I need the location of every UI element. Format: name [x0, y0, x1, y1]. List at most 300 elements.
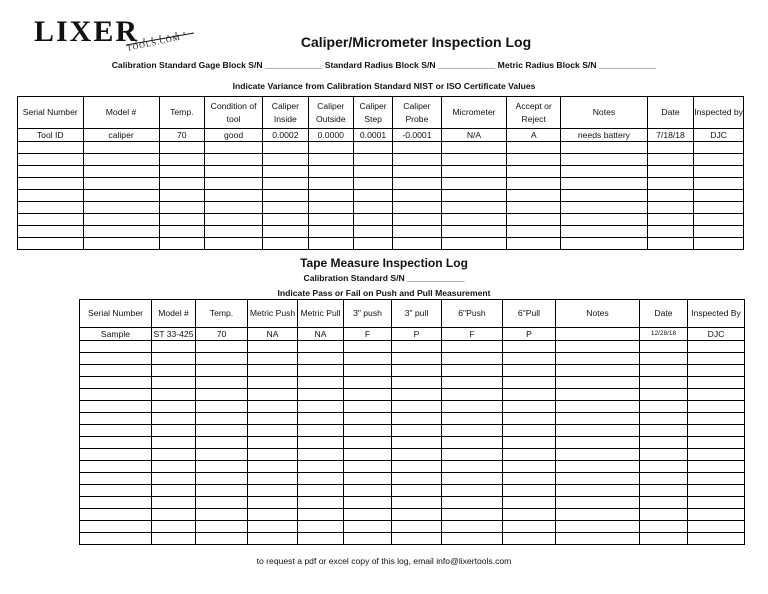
table-cell[interactable]: [152, 413, 196, 425]
table-cell[interactable]: [640, 413, 688, 425]
table-cell[interactable]: [640, 521, 688, 533]
table-cell[interactable]: [152, 401, 196, 413]
table-cell[interactable]: [83, 190, 159, 202]
table-cell[interactable]: [248, 341, 298, 353]
table-cell[interactable]: [83, 178, 159, 190]
table-cell[interactable]: [205, 226, 263, 238]
table-cell[interactable]: [556, 473, 640, 485]
table-cell[interactable]: [688, 401, 745, 413]
table-cell[interactable]: [442, 425, 503, 437]
table-cell[interactable]: [392, 353, 442, 365]
table-cell[interactable]: [152, 533, 196, 545]
table-cell[interactable]: [152, 485, 196, 497]
table-cell[interactable]: [344, 377, 392, 389]
table-cell[interactable]: [442, 413, 503, 425]
table-cell[interactable]: [344, 533, 392, 545]
table-cell[interactable]: [152, 449, 196, 461]
table-cell[interactable]: [694, 238, 744, 250]
table-cell[interactable]: [393, 142, 442, 154]
table-cell[interactable]: A: [507, 129, 561, 142]
table-cell[interactable]: [556, 413, 640, 425]
table-cell[interactable]: [392, 473, 442, 485]
table-cell[interactable]: [298, 485, 344, 497]
table-cell[interactable]: [248, 401, 298, 413]
table-cell[interactable]: [507, 178, 561, 190]
table-cell[interactable]: [80, 485, 152, 497]
table-cell[interactable]: [354, 202, 393, 214]
table-cell[interactable]: [298, 449, 344, 461]
table-cell[interactable]: [507, 142, 561, 154]
table-cell[interactable]: [354, 226, 393, 238]
table-cell[interactable]: [152, 461, 196, 473]
table-cell[interactable]: [354, 166, 393, 178]
table-cell[interactable]: Sample: [80, 328, 152, 341]
table-cell[interactable]: [647, 214, 693, 226]
table-cell[interactable]: [503, 485, 556, 497]
table-cell[interactable]: 7/18/18: [647, 129, 693, 142]
table-cell[interactable]: [694, 178, 744, 190]
table-cell[interactable]: [298, 425, 344, 437]
table-cell[interactable]: [159, 154, 204, 166]
table-cell[interactable]: [159, 238, 204, 250]
table-cell[interactable]: [556, 401, 640, 413]
table-cell[interactable]: [308, 226, 353, 238]
table-cell[interactable]: [442, 509, 503, 521]
table-cell[interactable]: [640, 389, 688, 401]
table-cell[interactable]: [80, 353, 152, 365]
table-cell[interactable]: [152, 437, 196, 449]
table-cell[interactable]: [159, 202, 204, 214]
table-cell[interactable]: [263, 214, 308, 226]
table-cell[interactable]: [308, 178, 353, 190]
table-cell[interactable]: [688, 521, 745, 533]
table-cell[interactable]: [196, 437, 248, 449]
table-cell[interactable]: [298, 461, 344, 473]
table-cell[interactable]: [503, 473, 556, 485]
table-cell[interactable]: [442, 497, 503, 509]
table-cell[interactable]: [80, 401, 152, 413]
table-cell[interactable]: [556, 485, 640, 497]
table-cell[interactable]: [441, 202, 507, 214]
table-cell[interactable]: [561, 154, 648, 166]
table-cell[interactable]: [18, 178, 84, 190]
table-cell[interactable]: [248, 497, 298, 509]
table-cell[interactable]: [205, 202, 263, 214]
table-cell[interactable]: [688, 437, 745, 449]
table-cell[interactable]: [503, 353, 556, 365]
table-cell[interactable]: [80, 533, 152, 545]
table-cell[interactable]: [556, 389, 640, 401]
table-cell[interactable]: [694, 142, 744, 154]
table-cell[interactable]: [263, 178, 308, 190]
table-cell[interactable]: [392, 461, 442, 473]
table-cell[interactable]: [152, 497, 196, 509]
table-cell[interactable]: [308, 214, 353, 226]
table-cell[interactable]: [561, 214, 648, 226]
table-cell[interactable]: [248, 485, 298, 497]
table-cell[interactable]: [556, 425, 640, 437]
table-cell[interactable]: [688, 485, 745, 497]
table-cell[interactable]: [308, 190, 353, 202]
table-cell[interactable]: NA: [298, 328, 344, 341]
table-cell[interactable]: [83, 202, 159, 214]
table-cell[interactable]: [83, 214, 159, 226]
table-cell[interactable]: [392, 401, 442, 413]
table-cell[interactable]: [80, 509, 152, 521]
table-cell[interactable]: [83, 142, 159, 154]
table-cell[interactable]: [688, 497, 745, 509]
table-cell[interactable]: [640, 341, 688, 353]
table-cell[interactable]: [393, 178, 442, 190]
table-cell[interactable]: [640, 365, 688, 377]
table-cell[interactable]: [248, 449, 298, 461]
table-cell[interactable]: [392, 341, 442, 353]
table-cell[interactable]: [308, 166, 353, 178]
table-cell[interactable]: [298, 473, 344, 485]
table-cell[interactable]: [503, 365, 556, 377]
table-cell[interactable]: [392, 413, 442, 425]
table-cell[interactable]: [441, 214, 507, 226]
table-cell[interactable]: F: [442, 328, 503, 341]
table-cell[interactable]: [248, 461, 298, 473]
table-cell[interactable]: [441, 166, 507, 178]
table-cell[interactable]: [392, 485, 442, 497]
table-cell[interactable]: [263, 142, 308, 154]
table-cell[interactable]: 0.0001: [354, 129, 393, 142]
table-cell[interactable]: [205, 238, 263, 250]
table-cell[interactable]: [354, 190, 393, 202]
table-cell[interactable]: [152, 509, 196, 521]
table-cell[interactable]: [308, 154, 353, 166]
table-cell[interactable]: F: [344, 328, 392, 341]
table-cell[interactable]: [205, 154, 263, 166]
table-cell[interactable]: needs battery: [561, 129, 648, 142]
table-cell[interactable]: [688, 533, 745, 545]
table-cell[interactable]: [442, 485, 503, 497]
table-cell[interactable]: [393, 166, 442, 178]
table-cell[interactable]: [441, 238, 507, 250]
table-cell[interactable]: [298, 533, 344, 545]
table-cell[interactable]: [344, 485, 392, 497]
table-cell[interactable]: NA: [248, 328, 298, 341]
table-cell[interactable]: [248, 365, 298, 377]
table-cell[interactable]: [298, 401, 344, 413]
table-cell[interactable]: [503, 509, 556, 521]
table-cell[interactable]: [442, 389, 503, 401]
table-cell[interactable]: [556, 497, 640, 509]
table-cell[interactable]: ST 33-425: [152, 328, 196, 341]
table-cell[interactable]: [507, 190, 561, 202]
table-cell[interactable]: [308, 238, 353, 250]
table-cell[interactable]: [159, 178, 204, 190]
table-cell[interactable]: [503, 533, 556, 545]
table-cell[interactable]: [205, 142, 263, 154]
table-cell[interactable]: [556, 437, 640, 449]
table-cell[interactable]: [18, 226, 84, 238]
table-cell[interactable]: [344, 389, 392, 401]
table-cell[interactable]: [392, 425, 442, 437]
table-cell[interactable]: -0.0001: [393, 129, 442, 142]
table-cell[interactable]: [640, 461, 688, 473]
table-cell[interactable]: 12/28/18: [640, 328, 688, 341]
table-cell[interactable]: [507, 166, 561, 178]
table-cell[interactable]: [196, 401, 248, 413]
table-cell[interactable]: [248, 389, 298, 401]
table-cell[interactable]: [80, 449, 152, 461]
table-cell[interactable]: [80, 365, 152, 377]
table-cell[interactable]: [344, 461, 392, 473]
table-cell[interactable]: [80, 377, 152, 389]
table-cell[interactable]: [196, 365, 248, 377]
table-cell[interactable]: [354, 178, 393, 190]
table-cell[interactable]: [80, 413, 152, 425]
table-cell[interactable]: [640, 473, 688, 485]
table-cell[interactable]: [196, 485, 248, 497]
table-cell[interactable]: [80, 341, 152, 353]
table-cell[interactable]: [18, 166, 84, 178]
table-cell[interactable]: [441, 142, 507, 154]
table-cell[interactable]: [442, 473, 503, 485]
table-cell[interactable]: [80, 437, 152, 449]
table-cell[interactable]: [83, 154, 159, 166]
table-cell[interactable]: 0.0000: [308, 129, 353, 142]
table-cell[interactable]: [441, 154, 507, 166]
table-cell[interactable]: [83, 226, 159, 238]
table-cell[interactable]: [248, 533, 298, 545]
table-cell[interactable]: [561, 142, 648, 154]
table-cell[interactable]: [688, 341, 745, 353]
table-cell[interactable]: [196, 533, 248, 545]
table-cell[interactable]: [556, 461, 640, 473]
table-cell[interactable]: [354, 214, 393, 226]
table-cell[interactable]: [688, 377, 745, 389]
table-cell[interactable]: [205, 214, 263, 226]
table-cell[interactable]: [503, 461, 556, 473]
table-cell[interactable]: [344, 509, 392, 521]
table-cell[interactable]: [263, 154, 308, 166]
table-cell[interactable]: [503, 413, 556, 425]
table-cell[interactable]: [152, 521, 196, 533]
table-cell[interactable]: [196, 461, 248, 473]
table-cell[interactable]: [298, 497, 344, 509]
table-cell[interactable]: [83, 238, 159, 250]
table-cell[interactable]: [248, 473, 298, 485]
table-cell[interactable]: 70: [196, 328, 248, 341]
table-cell[interactable]: [344, 497, 392, 509]
table-cell[interactable]: [18, 238, 84, 250]
table-cell[interactable]: [556, 341, 640, 353]
table-cell[interactable]: [80, 425, 152, 437]
table-cell[interactable]: [507, 226, 561, 238]
table-cell[interactable]: [392, 437, 442, 449]
table-cell[interactable]: [503, 449, 556, 461]
table-cell[interactable]: [503, 497, 556, 509]
table-cell[interactable]: DJC: [688, 328, 745, 341]
table-cell[interactable]: [159, 226, 204, 238]
table-cell[interactable]: [688, 413, 745, 425]
table-cell[interactable]: [152, 389, 196, 401]
table-cell[interactable]: [556, 509, 640, 521]
table-cell[interactable]: [344, 413, 392, 425]
table-cell[interactable]: [392, 533, 442, 545]
table-cell[interactable]: [196, 521, 248, 533]
table-cell[interactable]: [507, 202, 561, 214]
table-cell[interactable]: [393, 214, 442, 226]
table-cell[interactable]: good: [205, 129, 263, 142]
table-cell[interactable]: [507, 238, 561, 250]
table-cell[interactable]: [694, 166, 744, 178]
table-cell[interactable]: [561, 226, 648, 238]
table-cell[interactable]: Tool ID: [18, 129, 84, 142]
table-cell[interactable]: [196, 377, 248, 389]
table-cell[interactable]: [441, 190, 507, 202]
table-cell[interactable]: [556, 328, 640, 341]
table-cell[interactable]: [354, 238, 393, 250]
table-cell[interactable]: [392, 509, 442, 521]
table-cell[interactable]: [308, 142, 353, 154]
table-cell[interactable]: [152, 473, 196, 485]
table-cell[interactable]: [298, 365, 344, 377]
table-cell[interactable]: [248, 437, 298, 449]
table-cell[interactable]: [647, 190, 693, 202]
table-cell[interactable]: P: [503, 328, 556, 341]
table-cell[interactable]: [196, 473, 248, 485]
table-cell[interactable]: [441, 178, 507, 190]
table-cell[interactable]: [344, 449, 392, 461]
table-cell[interactable]: [688, 461, 745, 473]
table-cell[interactable]: [393, 238, 442, 250]
table-cell[interactable]: [503, 437, 556, 449]
table-cell[interactable]: [205, 166, 263, 178]
table-cell[interactable]: [263, 202, 308, 214]
table-cell[interactable]: [647, 166, 693, 178]
table-cell[interactable]: [640, 509, 688, 521]
table-cell[interactable]: [442, 533, 503, 545]
table-cell[interactable]: [688, 425, 745, 437]
table-cell[interactable]: [152, 341, 196, 353]
table-cell[interactable]: [196, 449, 248, 461]
table-cell[interactable]: [392, 497, 442, 509]
table-cell[interactable]: [442, 437, 503, 449]
table-cell[interactable]: [503, 341, 556, 353]
table-cell[interactable]: [561, 178, 648, 190]
table-cell[interactable]: [298, 521, 344, 533]
table-cell[interactable]: [344, 437, 392, 449]
table-cell[interactable]: [159, 166, 204, 178]
table-cell[interactable]: [442, 521, 503, 533]
table-cell[interactable]: [18, 214, 84, 226]
table-cell[interactable]: [18, 142, 84, 154]
table-cell[interactable]: [556, 533, 640, 545]
table-cell[interactable]: [503, 377, 556, 389]
table-cell[interactable]: [640, 449, 688, 461]
table-cell[interactable]: [196, 353, 248, 365]
table-cell[interactable]: [688, 509, 745, 521]
table-cell[interactable]: [344, 401, 392, 413]
table-cell[interactable]: [196, 413, 248, 425]
table-cell[interactable]: [298, 389, 344, 401]
table-cell[interactable]: [640, 437, 688, 449]
table-cell[interactable]: [159, 214, 204, 226]
table-cell[interactable]: [83, 166, 159, 178]
table-cell[interactable]: [647, 226, 693, 238]
table-cell[interactable]: [561, 238, 648, 250]
table-cell[interactable]: [298, 377, 344, 389]
table-cell[interactable]: [205, 190, 263, 202]
table-cell[interactable]: [556, 377, 640, 389]
table-cell[interactable]: [392, 365, 442, 377]
table-cell[interactable]: [80, 497, 152, 509]
table-cell[interactable]: [248, 509, 298, 521]
table-cell[interactable]: [344, 341, 392, 353]
table-cell[interactable]: [442, 365, 503, 377]
table-cell[interactable]: [248, 521, 298, 533]
table-cell[interactable]: [640, 401, 688, 413]
table-cell[interactable]: [393, 226, 442, 238]
table-cell[interactable]: [248, 377, 298, 389]
table-cell[interactable]: [248, 413, 298, 425]
table-cell[interactable]: [561, 166, 648, 178]
table-cell[interactable]: [647, 154, 693, 166]
table-cell[interactable]: [647, 178, 693, 190]
table-cell[interactable]: [688, 353, 745, 365]
table-cell[interactable]: [503, 389, 556, 401]
table-cell[interactable]: [694, 154, 744, 166]
table-cell[interactable]: [688, 473, 745, 485]
table-cell[interactable]: [159, 190, 204, 202]
table-cell[interactable]: [392, 377, 442, 389]
table-cell[interactable]: [159, 142, 204, 154]
table-cell[interactable]: [393, 190, 442, 202]
table-cell[interactable]: [80, 521, 152, 533]
table-cell[interactable]: [561, 190, 648, 202]
table-cell[interactable]: [298, 509, 344, 521]
table-cell[interactable]: [507, 154, 561, 166]
table-cell[interactable]: [152, 425, 196, 437]
table-cell[interactable]: N/A: [441, 129, 507, 142]
table-cell[interactable]: [263, 226, 308, 238]
table-cell[interactable]: [196, 389, 248, 401]
table-cell[interactable]: [354, 142, 393, 154]
table-cell[interactable]: [442, 353, 503, 365]
table-cell[interactable]: [392, 449, 442, 461]
table-cell[interactable]: [556, 521, 640, 533]
table-cell[interactable]: [640, 353, 688, 365]
table-cell[interactable]: [152, 353, 196, 365]
table-cell[interactable]: [503, 521, 556, 533]
table-cell[interactable]: [205, 178, 263, 190]
table-cell[interactable]: [263, 238, 308, 250]
table-cell[interactable]: [196, 509, 248, 521]
table-cell[interactable]: [640, 377, 688, 389]
table-cell[interactable]: [561, 202, 648, 214]
table-cell[interactable]: [196, 497, 248, 509]
table-cell[interactable]: [196, 341, 248, 353]
table-cell[interactable]: [393, 202, 442, 214]
table-cell[interactable]: [442, 377, 503, 389]
table-cell[interactable]: [640, 485, 688, 497]
table-cell[interactable]: [640, 533, 688, 545]
table-cell[interactable]: [248, 425, 298, 437]
table-cell[interactable]: [80, 461, 152, 473]
table-cell[interactable]: [263, 190, 308, 202]
table-cell[interactable]: [507, 214, 561, 226]
table-cell[interactable]: [18, 190, 84, 202]
table-cell[interactable]: [80, 473, 152, 485]
table-cell[interactable]: [694, 190, 744, 202]
table-cell[interactable]: [442, 461, 503, 473]
table-cell[interactable]: [442, 449, 503, 461]
